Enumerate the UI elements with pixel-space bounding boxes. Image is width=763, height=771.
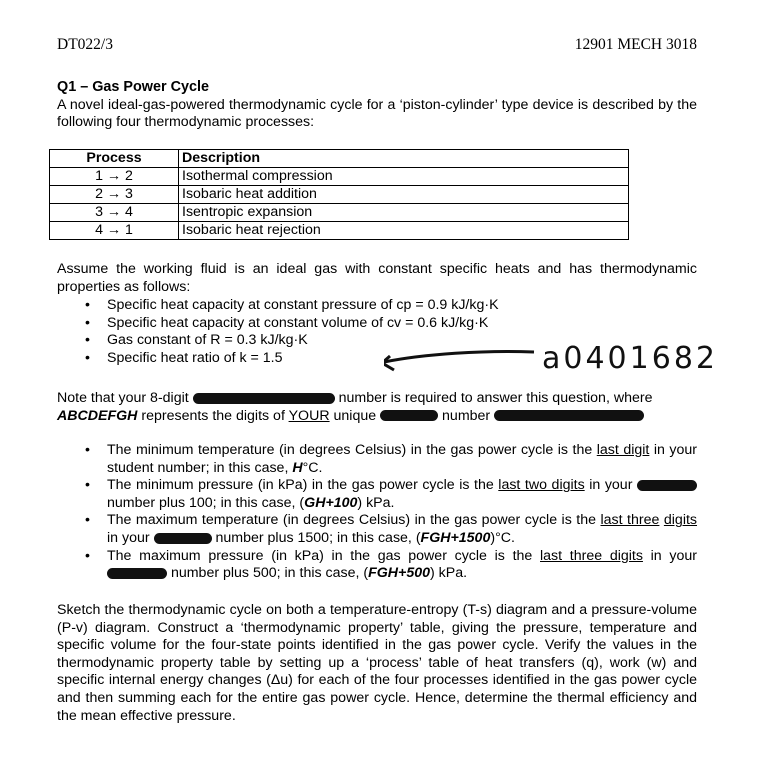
intro-text: A novel ideal-gas-powered thermodynamic cycle for a ‘piston-cylinder’ type device is described by the following four thermodynamic processes:	[57, 96, 697, 131]
handwritten-arrow-line	[384, 351, 534, 362]
assumption-text: Assume the working fluid is an ideal gas with constant specific heats and has thermodynamic properties as follows:	[57, 261, 697, 295]
redaction-mark	[154, 533, 212, 544]
description-cell: Isothermal compression	[179, 168, 629, 186]
header-course-code: DT022/3	[57, 36, 113, 53]
description-cell: Isobaric heat addition	[179, 186, 629, 204]
redaction-mark	[193, 393, 335, 404]
process-cell: 3 → 4	[50, 204, 179, 222]
description-cell: Isobaric heat rejection	[179, 222, 629, 240]
process-cell: 4 → 1	[50, 222, 179, 240]
list-item: • Specific heat capacity at constant volume of cv = 0.6 kJ/kg·K	[107, 315, 697, 333]
header-description: Description	[179, 150, 629, 168]
redaction-mark	[494, 410, 644, 421]
bullet-block	[57, 442, 697, 583]
table-row	[50, 186, 629, 204]
note-text: represents the digits of	[141, 407, 285, 424]
list-item: • The minimum temperature (in degrees Celsius) in the gas power cycle is the last digit in your student number; in this case, H°C.	[107, 442, 697, 477]
note-text: number is required to answer this question, where	[338, 390, 653, 406]
redaction-mark	[380, 410, 438, 421]
handwritten-number: a0401682	[542, 341, 718, 376]
condition-list	[57, 442, 697, 583]
table-row	[50, 204, 629, 222]
process-cell: 1 → 2	[50, 168, 179, 186]
table-row	[50, 168, 629, 186]
redaction-mark	[107, 568, 167, 579]
note-text: unique	[333, 407, 377, 424]
description-cell: Isentropic expansion	[179, 204, 629, 222]
list-item: • Specific heat ratio of k = 1.5	[107, 350, 697, 368]
process-table	[49, 149, 629, 240]
list-item: • Specific heat capacity at constant pressure of cp = 0.9 kJ/kg·K	[107, 297, 697, 315]
handwritten-annotation	[384, 332, 763, 392]
note-code: ABCDEFGH	[57, 407, 138, 424]
note-text: Note that your 8-digit	[57, 390, 189, 406]
process-cell: 2 → 3	[50, 186, 179, 204]
redaction-mark	[637, 480, 697, 491]
list-item: • Gas constant of R = 0.3 kJ/kg·K	[107, 332, 697, 350]
note-block	[57, 390, 697, 425]
list-item: • The maximum pressure (in kPa) in the gas power cycle is the last three digits in your number plus 500; in this case, (FGH+500) kPa.	[107, 548, 697, 583]
table-row	[50, 222, 629, 240]
question-intro	[57, 79, 697, 132]
note-emphasis: YOUR	[288, 407, 330, 424]
final-instructions: Sketch the thermodynamic cycle on both a temperature-entropy (T-s) diagram and a pressure-volume (P-v) diagram. Construct a ‘thermodynamic property’ table, giving the pressure, temperature and specific volume for the four-state points identified in the gas power cycle. Verify the values in the thermodynamic property table by setting up a ‘process’ table of heat transfers (q), work (w) and specific internal energy changes (Δu) for each of the four processes identified in the gas power cycle and then summing each for the entire gas power cycle. Hence, determine the thermal efficiency and the mean effective pressure.	[57, 602, 697, 724]
table-header-row	[50, 150, 629, 168]
list-item: • The maximum temperature (in degrees Celsius) in the gas power cycle is the last three digits in your number plus 1500; in this case, (FGH+1500)°C.	[107, 512, 697, 547]
header-module-code: 12901 MECH 3018	[574, 36, 697, 53]
header-process: Process	[50, 150, 179, 168]
question-title: Q1 – Gas Power Cycle	[57, 79, 209, 95]
note-text: number	[442, 407, 491, 424]
list-item: • The minimum pressure (in kPa) in the gas power cycle is the last two digits in your number plus 100; in this case, (GH+100) kPa.	[107, 477, 697, 512]
